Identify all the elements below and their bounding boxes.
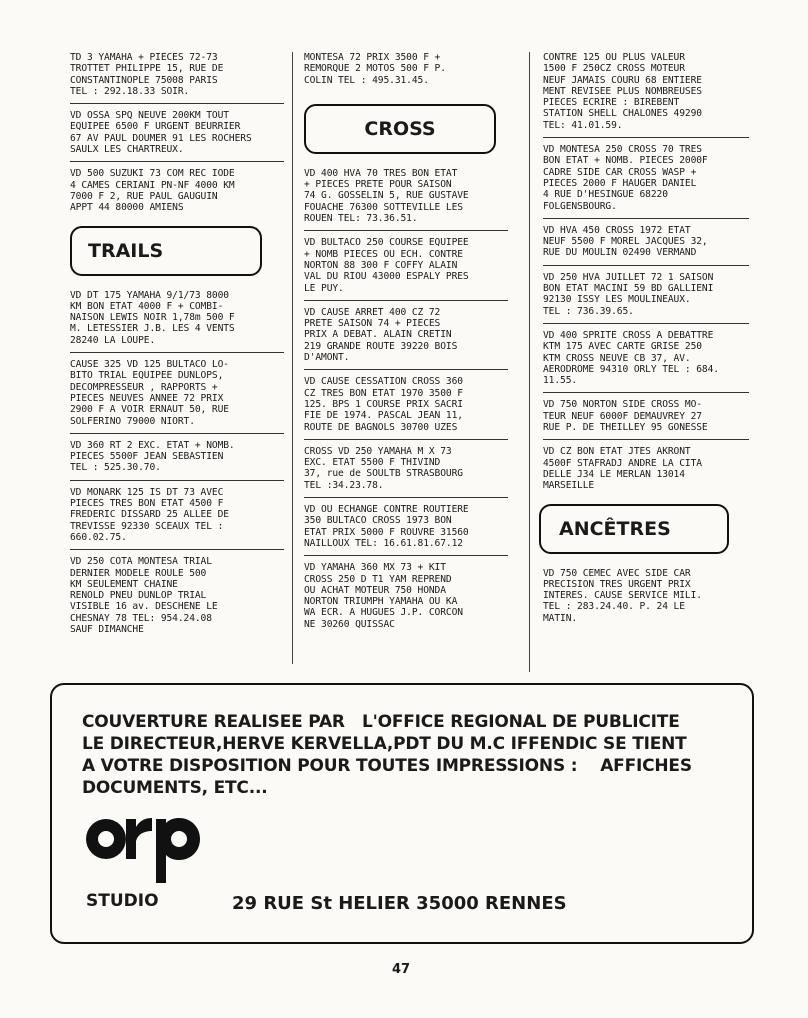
ad-divider [543,392,749,393]
classified-ad: VD CAUSE CESSATION CROSS 360 CZ TRES BON ETAT 1970 3500 F 125. BPS 1 COURSE PRIX SACRI FIE DE 1974. PASCAL JEAN 11, ROUTE DE BAGNOLS 30700 UZES [304,376,463,433]
column-divider [292,52,293,664]
studio-label: STUDIO [86,891,159,911]
classified-ad: VD CAUSE ARRET 400 CZ 72 PRETE SAISON 74 + PIECES PRIX A DEBAT. ALAIN CRETIN 219 GRANDE ROUTE 39220 BOIS D'AMONT. [304,306,458,364]
classified-ad: VD 500 SUZUKI 73 COM REC IODE 4 CAMES CERIANI PN-NF 4000 KM 7000 F 2, RUE PAUL GAUGUIN APPT 44 80000 AMIENS [70,168,235,214]
classified-ad: MONTESA 72 PRIX 3500 F + REMORQUE 2 MOTOS 500 F P. COLIN TEL : 495.31.45. [304,52,446,86]
studio-address: 29 RUE St HELIER 35000 RENNES [232,893,567,914]
classified-ad: VD 400 SPRITE CROSS A DEBATTRE KTM 175 AVEC CARTE GRISE 250 KTM CROSS NEUVE CB 37, AV. AERODROME 94310 ORLY TEL : 684. 11.55. [543,329,719,387]
ad-divider [543,218,749,219]
classified-ad: CROSS VD 250 YAMAHA M X 73 EXC. ETAT 5500 F THIVIND 37, rue de SOULTB STRASBOURG TEL :34.23.78. [304,445,463,491]
classified-ad: VD MONTESA 250 CROSS 70 TRES BON ETAT + NOMB. PIECES 2000F CADRE SIDE CAR CROSS WASP + PIECES 2000 F HAUGER DANIEL 4 RUE D'HESINGUE 68220 FOLGENSBOURG. [543,144,708,212]
ad-divider [543,137,749,138]
ad-divider [543,439,749,440]
column-divider [529,52,530,672]
ad-divider [70,161,284,162]
classified-ad: VD OSSA SPQ NEUVE 200KM TOUT EQUIPEE 6500 F URGENT BEURRIER 67 AV PAUL DOUMER 91 LES ROCHERS SAULX LES CHARTREUX. [70,110,252,156]
classified-ad: VD OU ECHANGE CONTRE ROUTIERE 350 BULTACO CROSS 1973 BON ETAT PRIX 5000 F ROUVRE 31560 NAILLOUX TEL: 16.61.81.67.12 [304,504,469,549]
ad-divider [70,433,284,434]
classified-ad: VD YAMAHA 360 MX 73 + KIT CROSS 250 D T1 YAM REPREND OU ACHAT MOTEUR 750 HONDA NORTON TRIUMPH YAMAHA OU KA WA ECR. A HUGUES J.P. CORCON NE 30260 QUISSAC [304,562,463,630]
ad-divider [70,352,284,353]
ad-divider [304,230,508,231]
ad-divider [304,300,508,301]
orp-logo [84,805,204,885]
classified-ad: VD DT 175 YAMAHA 9/1/73 8000 KM BON ETAT 4000 F + COMBI- NAISON LEWIS NOIR 1,78m 500 F M. LETESSIER J.B. LES 4 VENTS 28240 LA LOUPE. [70,289,235,346]
ad-text-line: LE DIRECTEUR,HERVE KERVELLA,PDT DU M.C IFFENDIC SE TIENT [82,734,687,754]
classified-ad: VD 250 COTA MONTESA TRIAL DERNIER MODELE ROULE 500 KM SEULEMENT CHAINE RENOLD PNEU DUNLOP TRIAL VISIBLE 16 av. DESCHENE LE CHESNAY 78 TEL: 954.24.08 SAUF DIMANCHE [70,556,218,635]
ad-text-line: COUVERTURE REALISEE PAR L'OFFICE REGIONAL DE PUBLICITE [82,712,680,732]
classified-ad: VD 360 RT 2 EXC. ETAT + NOMB. PIECES 5500F JEAN SEBASTIEN TEL : 525.30.70. [70,439,235,474]
advertisement-box [50,683,754,944]
ad-divider [304,369,508,370]
classified-ad: TD 3 YAMAHA + PIECES 72-73 TROTTET PHILIPPE 15, RUE DE CONSTANTINOPLE 75008 PARIS TEL : 292.18.33 SOIR. [70,52,224,97]
classified-ad: VD 250 HVA JUILLET 72 1 SAISON BON ETAT MACINI 59 BD GALLIENI 92130 ISSY LES MOULINEAUX. TEL : 736.39.65. [543,271,714,317]
classified-ad: VD HVA 450 CROSS 1972 ETAT NEUF 5500 F MOREL JACQUES 32, RUE DU MOULIN 02490 VERMAND [543,224,708,259]
classified-ad: CAUSE 325 VD 125 BULTACO LO- BITO TRIAL EQUIPEE DUNLOPS, DECOMPRESSEUR , RAPPORTS + PIECES NEUVES ANNEE 72 PRIX 2900 F A VOIR ERNAUT 50, RUE SOLFERINO 79000 NIORT. [70,359,229,427]
classified-ad: VD 750 NORTON SIDE CROSS MO- TEUR NEUF 6000F DEMAUVREY 27 RUE P. DE THEILLEY 95 GONESSE [543,399,708,434]
ad-divider [304,439,508,440]
classified-ad: VD MONARK 125 IS DT 73 AVEC PIECES TRES BON ETAT 4500 F FREDERIC DISSARD 25 ALLEE DE TREVISSE 92330 SCEAUX TEL : 660.02.75. [70,486,229,543]
ad-divider [543,265,749,266]
classified-ad: VD 400 HVA 70 TRES BON ETAT + PIECES PRETE POUR SAISON 74 G. GOSSELIN 5, RUE GUSTAVE FOUACHE 76300 SOTTEVILLE LES ROUEN TEL: 73.36.51. [304,167,469,225]
classifieds-column-2 [304,52,508,630]
ad-divider [70,103,284,104]
ad-divider [70,549,284,550]
classifieds-column-3 [543,52,749,624]
section-heading-cross: CROSS [304,104,496,154]
ad-divider [304,555,508,556]
classifieds-column-1 [70,52,284,635]
classified-ad: VD BULTACO 250 COURSE EQUIPEE + NOMB PIECES OU ECH. CONTRE NORTON 88 300 F COFFY ALAIN VAL DU RIOU 43000 ESPALY PRES LE PUY. [304,237,469,294]
classified-ad: CONTRE 125 OU PLUS VALEUR 1500 F 250CZ CROSS MOTEUR NEUF JAMAIS COURU 68 ENTIERE MENT REVISEE PLUS NOMBREUSES PIECES ECRIRE : BIREBENT STATION SHELL CHALONES 49290 TEL: 41.01.59. [543,52,702,131]
section-heading-trails: TRAILS [70,226,262,276]
page-number: 47 [392,962,411,977]
ad-text-line: A VOTRE DISPOSITION POUR TOUTES IMPRESSIONS : AFFICHES [82,756,692,776]
ad-divider [543,323,749,324]
ad-divider [304,497,508,498]
classified-ad: VD 750 CEMEC AVEC SIDE CAR PRECISION TRES URGENT PRIX INTERES. CAUSE SERVICE MILI. TEL : 283.24.40. P. 24 LE MATIN. [543,567,702,624]
ad-divider [70,480,284,481]
ad-text-line: DOCUMENTS, ETC... [82,778,268,798]
section-heading-ancetres: ANCÊTRES [539,504,729,554]
classified-ad: VD CZ BON ETAT JTES AKRONT 4500F STAFRADJ ANDRE LA CITA DELLE J34 LE MERLAN 13014 MARSEILLE [543,446,702,492]
